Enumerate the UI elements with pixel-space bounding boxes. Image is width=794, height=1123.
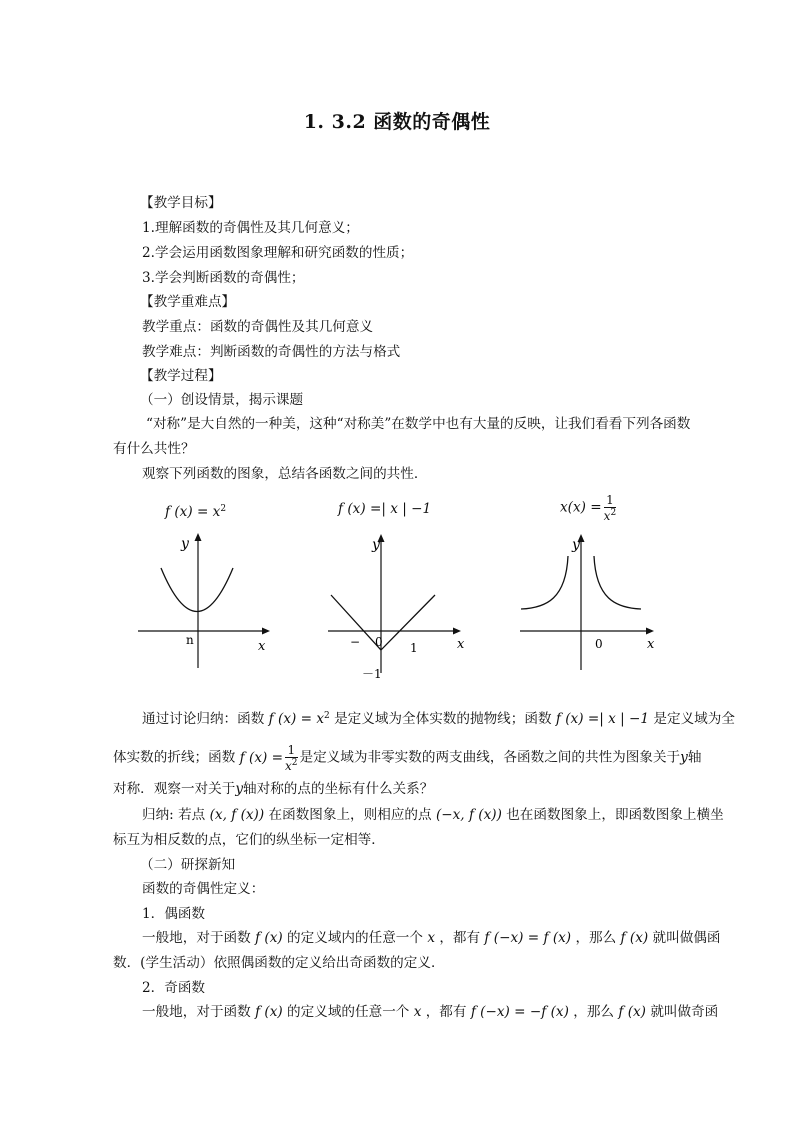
part1-header: （一）创设情景，揭示课题 <box>140 392 304 408</box>
origin-label: 0 <box>595 637 603 651</box>
goal-item: 2.学会运用函数图象理解和研究函数的性质； <box>142 245 414 261</box>
origin-label: n <box>186 633 194 647</box>
key-point: 教学重点：函数的奇偶性及其几何意义 <box>142 319 374 335</box>
discussion-line: 对称．观察一对关于y轴对称的点的坐标有什么关系？ <box>113 781 434 797</box>
discussion-line: 通过讨论归纳：函数 f $(x) = x^2$ 是定义域为全体实数的抛物线；函数 f (x) =| x | −1 是定义域为全 <box>142 711 735 727</box>
left-branch-curve <box>521 556 568 609</box>
origin-label: 0 <box>375 635 383 649</box>
graph3-formula: x(x) = $\frac{1}{x^2}$ <box>560 493 617 523</box>
goal-item: 1.理解函数的奇偶性及其几何意义； <box>142 220 359 236</box>
x-axis-arrow <box>453 628 461 635</box>
definition-title: 函数的奇偶性定义： <box>142 881 265 897</box>
part2-header: （二）研探新知 <box>140 857 236 873</box>
process-header: 【教学过程】 <box>140 368 222 384</box>
observe-line: 观察下列函数的图象，总结各函数之间的共性． <box>142 466 428 482</box>
goal-item: 3.学会判断函数的奇偶性； <box>142 270 305 286</box>
right-branch-curve <box>594 556 641 609</box>
odd-title: 2．奇函数 <box>142 980 206 996</box>
x-axis-label: x <box>647 637 655 652</box>
y-axis-label: y <box>372 537 380 553</box>
discussion-line: 归纳: 若点 (x, f (x)) 在函数图象上，则相应的点 (−x, f (x)) 也在函数图象上，即函数图象上横坐 <box>142 807 724 823</box>
one-x-label: 1 <box>410 641 418 655</box>
graph-abs-minus-one <box>322 528 472 688</box>
parabola-curve <box>161 568 233 612</box>
even-title: 1．偶函数 <box>142 906 206 922</box>
odd-definition-line: 一般地，对于函数 f (x) 的定义域的任意一个 x ，都有 f (−x) = −f (x) ，那么 f (x) 就叫做奇函 <box>142 1004 719 1020</box>
x-axis-label: x <box>457 637 465 652</box>
even-definition-line: 一般地，对于函数 f (x) 的定义域内的任意一个 x ，都有 f (−x) = f (x) ，那么 f (x) 就叫做偶函 <box>142 930 721 946</box>
graph1-formula: f $(x) = x^2$ <box>165 504 227 520</box>
y-axis-label: y <box>181 536 189 552</box>
y-axis-label: y <box>572 537 580 553</box>
x-axis-arrow <box>646 628 654 635</box>
y-axis-arrow <box>195 533 202 541</box>
x-axis-label: x <box>258 639 266 654</box>
x-axis-arrow <box>262 628 270 635</box>
graph-reciprocal-square <box>514 528 664 678</box>
neg-one-y-label: －1 <box>362 667 382 681</box>
even-definition-line: 数．(学生活动）依照偶函数的定义给出奇函数的定义． <box>113 955 445 971</box>
page-title: 1. 3.2 函数的奇偶性 <box>303 111 491 133</box>
key-header: 【教学重难点】 <box>140 294 236 310</box>
discussion-line: 标互为相反数的点，它们的纵坐标一定相等． <box>113 832 385 848</box>
goals-header: 【教学目标】 <box>140 195 222 211</box>
graph2-formula: f (x) =| x | −1 <box>338 501 432 517</box>
abs-polyline <box>331 595 435 650</box>
intro-line: “对称”是大自然的一种美，这种“对称美”在数学中也有大量的反映，让我们看看下列各函数 <box>146 416 691 432</box>
difficulty: 教学难点：判断函数的奇偶性的方法与格式 <box>142 344 401 360</box>
graph-parabola <box>130 528 280 678</box>
intro-line: 有什么共性？ <box>113 441 195 457</box>
discussion-line: 体实数的折线；函数 f (x) = $\frac{1}{x^2}$ 是定义域为非零实数的两支曲线，各函数之间的共性为图象关于y轴 <box>113 743 702 773</box>
neg-one-x-label: − <box>350 635 361 649</box>
